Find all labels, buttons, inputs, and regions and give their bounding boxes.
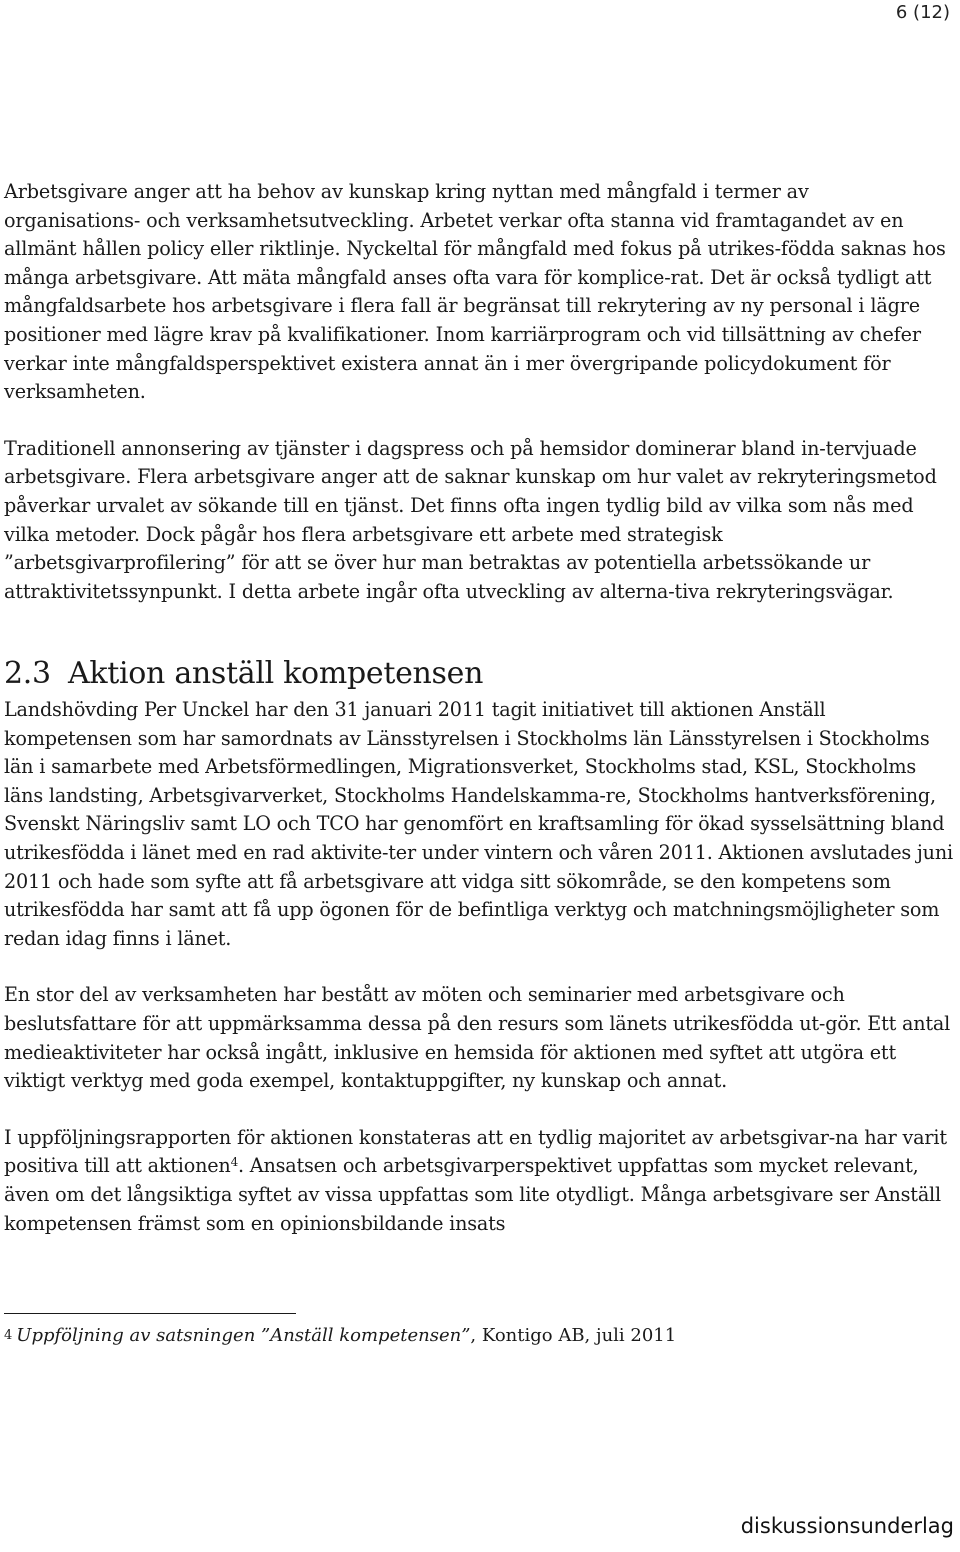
- section-title: Aktion anställ kompetensen: [68, 656, 484, 691]
- paragraph: Landshövding Per Unckel har den 31 januari 2011 tagit initiativet till aktionen Anställ kompetensen som har samordnats av Länsstyrelsen i Stockholms län Länsstyrelsen i Stockholms län i samarbete med Arbetsförmedlingen, Migrationsverket, Stockholms stad, KSL, Stockholms läns landsting, Arbetsgivarverket, Stockholms Handelskamma-re, Stockholms hantverksförening, Svenskt Näringsliv samt LO och TCO har genomfört en kraftsamling för ökad sysselsättning bland utrikesfödda i länet med en rad aktivite-ter under vintern och våren 2011. Aktionen avslutades juni 2011 och hade som syfte att få arbetsgivare att vidga sitt sökområde, se den kompetens som utrikesfödda har samt att få upp ögonen för de befintliga verktyg och matchningsmöjligheter som redan idag finns i länet.: [4, 698, 953, 950]
- footnote-divider: [4, 1313, 296, 1314]
- body-text-section: [4, 696, 954, 1238]
- paragraph: Traditionell annonsering av tjänster i dagspress och på hemsidor dominerar bland in-tervjuade arbetsgivare. Flera arbetsgivare anger att de saknar kunskap om hur valet av rekryteringsmetod påverkar urvalet av sökande till en tjänst. Det finns ofta ingen tydlig bild av vilka som nås med vilka metoder. Dock pågår hos flera arbetsgivare ett arbete med strategisk ”arbetsgivarprofilering” för att se över hur man betraktas av potentiella arbetssökande ur attraktivitetssynpunkt. I detta arbete ingår ofta utveckling av alterna-tiva rekryteringsvägar.: [4, 436, 937, 603]
- paragraph-text: I uppföljningsrapporten för aktionen konstateras att en tydlig majoritet av arbetsgivar-na har varit positiva till att aktionen: [4, 1125, 947, 1178]
- section-number: 2.3: [4, 656, 51, 691]
- footer-label: diskussionsunderlag: [740, 1514, 954, 1538]
- footnote-reference[interactable]: 4: [230, 1155, 238, 1170]
- footnote: [4, 1322, 676, 1350]
- body-text-top: [4, 178, 950, 606]
- footnote-source: , Kontigo AB, juli 2011: [470, 1325, 677, 1346]
- footnote-number: 4: [4, 1328, 13, 1343]
- section-heading: [4, 652, 483, 696]
- paragraph: En stor del av verksamheten har bestått av möten och seminarier med arbetsgivare och beslutsfattare för att uppmärksamma dessa på den resurs som länets utrikesfödda ut-gör. Ett antal medieaktiviteter har också ingått, inklusive en hemsida för aktionen med syftet att utgöra ett viktigt verktyg med goda exempel, kontaktuppgifter, ny kunskap och annat.: [4, 983, 951, 1093]
- footnote-title: Uppföljning av satsningen ”Anställ kompetensen”: [16, 1325, 471, 1346]
- paragraph: [4, 1124, 954, 1238]
- page-number: 6 (12): [895, 2, 950, 23]
- paragraph: Arbetsgivare anger att ha behov av kunskap kring nyttan med mångfald i termer av organisations- och verksamhetsutveckling. Arbetet verkar ofta stanna vid framtagandet av en allmänt hållen policy eller riktlinje. Nyckeltal för mångfald med fokus på utrikes-födda saknas hos många arbetsgivare. Att mäta mångfald anses ofta vara för komplice-rat. Det är också tydligt att mångfaldsarbete hos arbetsgivare i flera fall är begränsat till rekrytering av ny personal i lägre positioner med lägre krav på kvalifikationer. Inom karriärprogram och vid tillsättning av chefer verkar inte mångfaldsperspektivet existera annat än i mer övergripande policydokument för verksamheten.: [4, 180, 946, 404]
- paragraph-text: . Ansatsen och arbetsgivarperspektivet uppfattas som mycket relevant, även om det långsiktiga syftet av vissa uppfattas som lite otydligt. Många arbetsgivare ser Anställ kompetensen främst som en opinionsbildande insats: [4, 1154, 941, 1235]
